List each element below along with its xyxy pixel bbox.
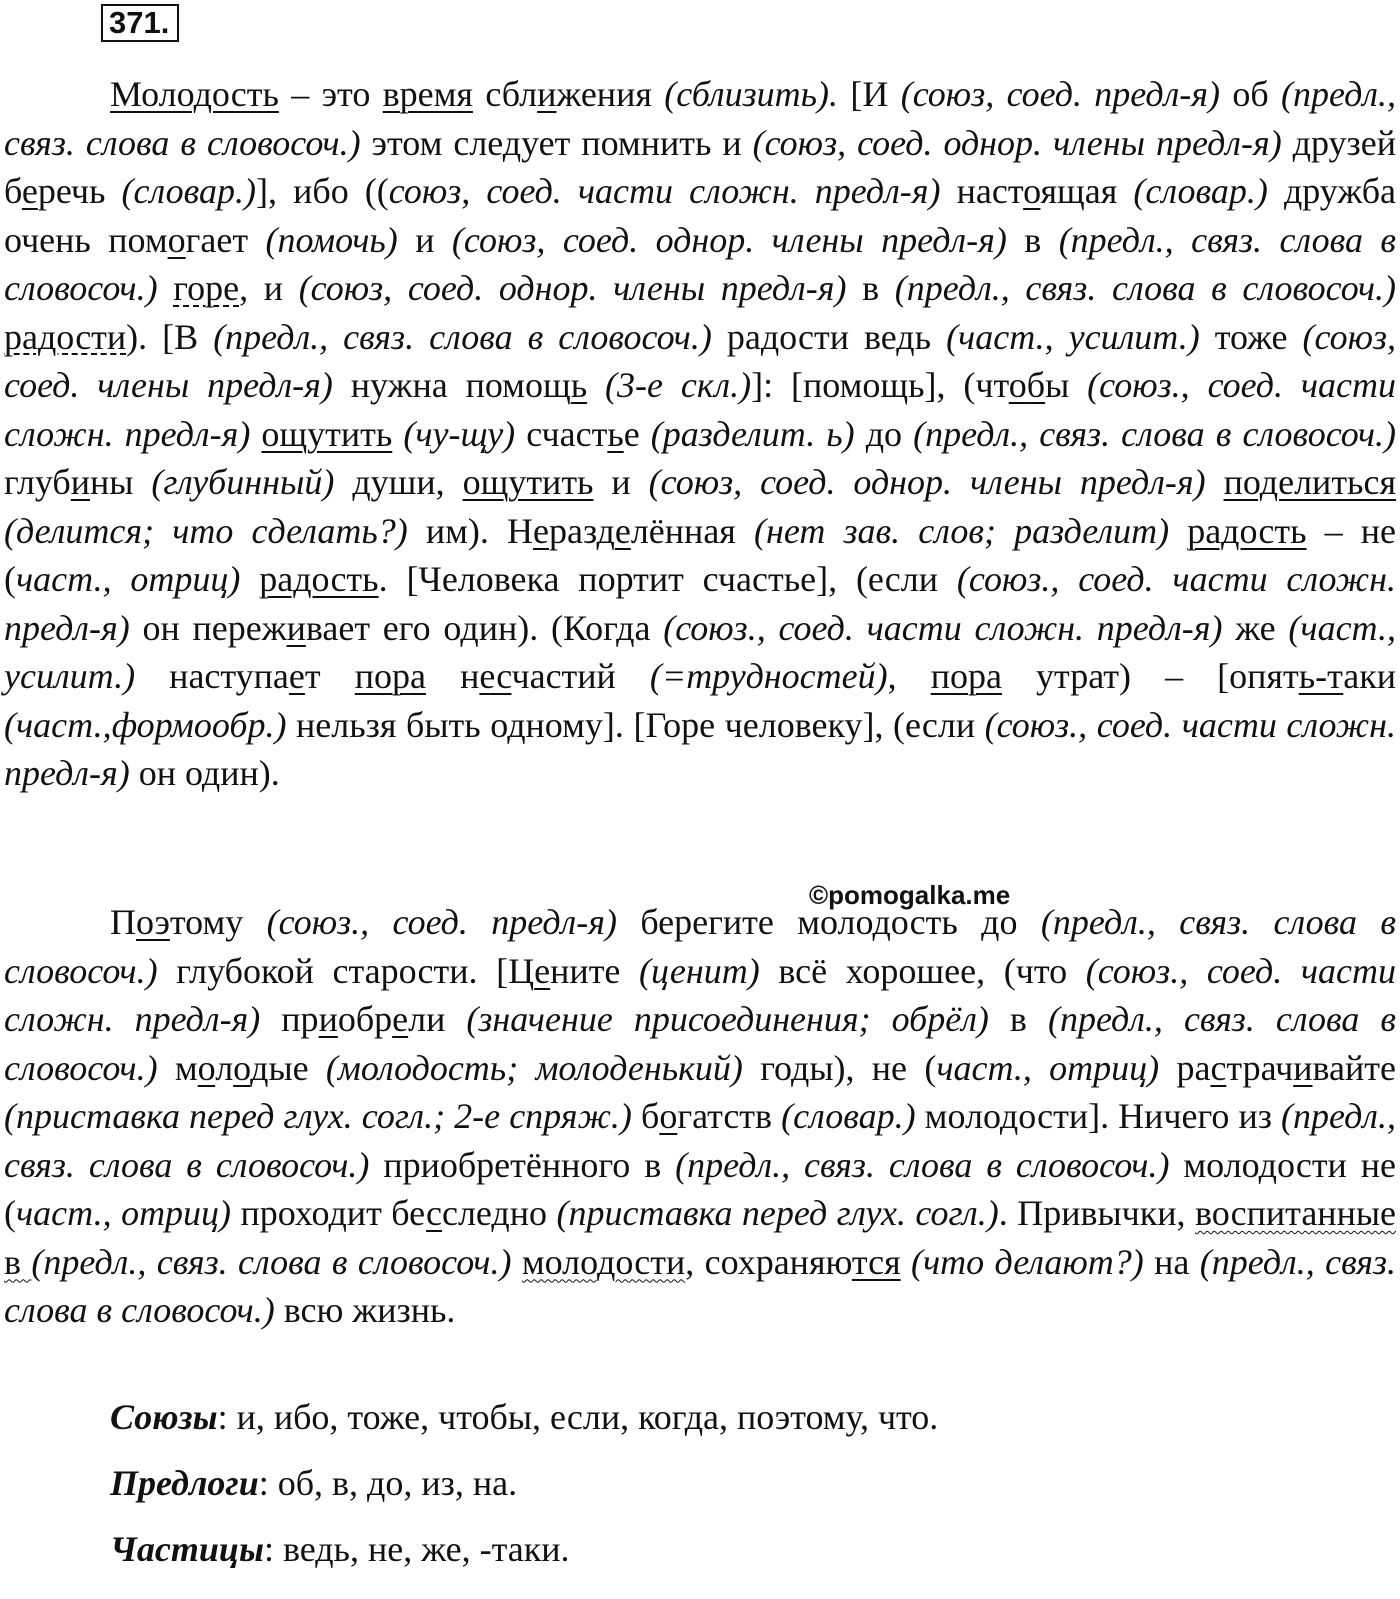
- note: (чу-щу): [403, 413, 516, 454]
- summary-particles: [110, 1527, 569, 1571]
- orthogram-letter: о: [1023, 171, 1041, 211]
- text: утрат) – [опят: [1001, 656, 1299, 696]
- text: дружба очень пом: [4, 171, 1397, 260]
- text: глуб: [4, 462, 71, 502]
- text: [1169, 511, 1187, 551]
- note: (союз., соед. части сложн. предл-я): [4, 704, 1396, 793]
- text: е: [623, 413, 651, 454]
- summary-label: Предлоги: [110, 1463, 259, 1503]
- text: вайте: [1312, 1047, 1396, 1088]
- text: ,: [887, 656, 931, 696]
- text: счаст: [515, 413, 608, 454]
- note: (предл., связ. слова в словосоч.): [675, 1144, 1170, 1185]
- exercise-number-value: 371: [109, 5, 161, 40]
- text: л: [215, 1047, 234, 1088]
- text: обр: [337, 999, 393, 1039]
- exercise-number-dot: .: [160, 5, 170, 40]
- note: (союз., соед. части сложн. предл-я): [663, 607, 1223, 648]
- note: (сблизить).: [664, 74, 839, 114]
- text: П: [110, 902, 136, 942]
- summary-label: Союзы: [110, 1397, 218, 1437]
- text: , сохраняю: [685, 1241, 852, 1282]
- note: (союз., соед. части сложн. предл-я): [4, 559, 1396, 648]
- text: [И: [838, 74, 901, 114]
- note: (союз, соед. члены предл-я): [4, 316, 1396, 405]
- summary-text: : ведь, не, же, -таки.: [263, 1529, 570, 1569]
- predicate-word: ощутить: [261, 413, 393, 454]
- summary-text: : и, ибо, тоже, чтобы, если, когда, поэтому, что.: [217, 1397, 939, 1437]
- text: гатств: [677, 1096, 782, 1136]
- note: (предл., связ. слова в словосоч.): [913, 413, 1397, 454]
- predicate-word: ощутить: [462, 462, 594, 502]
- orthogram-letter: е: [21, 171, 38, 211]
- summary-label: Частицы: [110, 1529, 264, 1569]
- text: аки: [1343, 656, 1397, 696]
- text: [901, 1242, 911, 1282]
- text: дые: [250, 1047, 326, 1088]
- text: трач: [1226, 1047, 1294, 1088]
- text: об: [1220, 74, 1282, 114]
- text: ны: [90, 462, 152, 502]
- orthogram-letter: о: [167, 219, 186, 260]
- note: (молодость; молоденький): [325, 1047, 743, 1088]
- text: всю жизнь.: [274, 1290, 456, 1330]
- text: и: [397, 219, 452, 260]
- note: (предл., связ. слова в словосоч.): [213, 316, 712, 357]
- note: (предл., связ. слова в словосоч.): [4, 1096, 1396, 1185]
- text: [392, 414, 403, 454]
- subject-word: пора: [354, 656, 426, 696]
- text: ли: [408, 999, 467, 1039]
- predicate-word: поделиться: [1223, 462, 1397, 502]
- text: , и: [239, 268, 299, 308]
- subject-word: радость: [1187, 510, 1307, 551]
- orthogram-letter: о: [233, 1047, 251, 1088]
- text: он один).: [129, 753, 280, 793]
- summary-text: : об, в, до, из, на.: [258, 1463, 518, 1503]
- text: тоже: [1199, 316, 1303, 357]
- note: (словар.): [781, 1096, 916, 1136]
- object-word: радости: [4, 316, 127, 357]
- text: – это: [278, 74, 383, 114]
- summary-prepositions: [110, 1461, 517, 1505]
- text: ра: [1159, 1047, 1211, 1088]
- text: души,: [334, 462, 463, 502]
- text: и: [593, 462, 649, 502]
- text: тому: [169, 902, 267, 942]
- orthogram-letter: и: [1293, 1047, 1313, 1088]
- orthogram-letter: оэ: [136, 902, 170, 942]
- text: [587, 365, 605, 405]
- paragraph-1: [4, 70, 1396, 798]
- text: нельзя быть одному]. [Горе человеку], (если: [286, 704, 985, 745]
- note: (ценит): [639, 950, 760, 991]
- note: (разделит. ь): [650, 413, 855, 454]
- text: в: [988, 999, 1048, 1039]
- note: (значение присоединения; обрёл): [466, 999, 989, 1039]
- note: союз, соед. части сложн. предл-я): [388, 171, 941, 211]
- subject-word: Молодость: [110, 74, 279, 114]
- text: ните: [550, 950, 640, 991]
- text: частий: [511, 656, 650, 696]
- note: част., отриц): [936, 1047, 1160, 1088]
- attribute-word: молодости: [521, 1241, 686, 1282]
- text: друзей б: [4, 122, 1396, 211]
- note: (=трудностей): [649, 656, 888, 696]
- orthogram-letter: ь: [570, 365, 588, 405]
- text: молодости]. Ничего из: [915, 1096, 1282, 1136]
- predicate-word: радость: [259, 559, 379, 599]
- note: (союз, соед. предл-я): [900, 74, 1220, 114]
- text: сбл: [473, 74, 538, 114]
- text: вает его один). (Когда: [305, 607, 664, 648]
- text: м: [157, 1047, 198, 1088]
- attribute-word: в: [4, 1241, 32, 1282]
- exercise-number: [101, 4, 179, 42]
- note: (част., усилит.): [4, 607, 1396, 696]
- orthogram-letter: ь-т: [1298, 656, 1344, 696]
- orthogram-letter: тся: [851, 1241, 901, 1282]
- text: ], ибо ((: [256, 171, 389, 211]
- text: разд: [548, 510, 615, 551]
- text: же: [1222, 607, 1289, 648]
- text: приобретённого в: [369, 1144, 676, 1185]
- note: (глубинный): [151, 462, 335, 502]
- orthogram-letter: е: [288, 656, 305, 696]
- text: нужна помощ: [332, 365, 571, 405]
- text: годы), не (: [742, 1047, 937, 1088]
- orthogram-letter: ес: [479, 656, 512, 696]
- orthogram-letter: е: [534, 950, 551, 991]
- text: в: [1006, 219, 1059, 260]
- text: ]: [помощь], (чт: [751, 365, 1009, 405]
- paragraph-2: [4, 898, 1396, 1335]
- text: ). [В: [126, 316, 214, 357]
- text: б: [631, 1096, 660, 1136]
- text: этом следует помнить и: [360, 122, 753, 163]
- object-word: горе: [173, 268, 240, 308]
- note: (что делают?): [911, 1241, 1144, 1282]
- note: (словар.): [1133, 171, 1268, 211]
- text: следно: [441, 1193, 557, 1233]
- text: глубокой старости. [Ц: [157, 950, 535, 991]
- text: [1206, 462, 1224, 502]
- text: – не (: [4, 510, 1397, 599]
- note: част.,: [16, 1193, 122, 1233]
- text: гает: [185, 219, 266, 260]
- text: радости ведь: [711, 316, 947, 357]
- note: (союз, соед. однор. члены предл-я): [298, 268, 847, 308]
- note: (предл., связ. слова в словосоч.): [4, 1241, 1397, 1330]
- text: н: [425, 656, 480, 696]
- text: наст: [940, 171, 1024, 211]
- note: (словар.): [121, 171, 257, 211]
- note: (союз, соед. однор. члены предл-я): [752, 122, 1282, 163]
- note: (нет зав. слов; разделит): [753, 510, 1170, 551]
- orthogram-letter: о: [197, 1047, 216, 1088]
- attribute-word: воспитанные: [1195, 1193, 1397, 1233]
- text: ящая: [1040, 171, 1134, 211]
- orthogram-letter: и: [286, 607, 306, 648]
- text: пр: [260, 999, 319, 1039]
- note: (предл., связ. слова в словосоч.): [4, 74, 1396, 163]
- orthogram-letter: е: [614, 510, 631, 551]
- note: (3-е скл.): [605, 365, 752, 405]
- predicate-word: время: [382, 74, 473, 114]
- note: (предл., связ. слова в словосоч.): [31, 1241, 512, 1282]
- note: (союз, соед. однор. члены предл-я): [451, 219, 1007, 260]
- note: (предл., связ. слова в словосоч.): [4, 999, 1397, 1088]
- note: (предл., связ. слова в словосоч.): [4, 219, 1397, 308]
- text: . Привычки,: [998, 1193, 1195, 1233]
- orthogram-letter: и: [318, 999, 338, 1039]
- text: он переж: [129, 607, 287, 648]
- orthogram-letter: и: [537, 74, 557, 114]
- text: лённая: [630, 510, 754, 551]
- note: (помочь): [265, 219, 398, 260]
- text: на: [1143, 1241, 1200, 1282]
- text: [240, 559, 259, 599]
- note: отриц): [121, 1193, 232, 1233]
- text: берегите молодость до: [616, 902, 1041, 942]
- text: жения: [556, 74, 665, 114]
- note: (делится; что сделать?): [4, 510, 408, 551]
- text: [158, 268, 174, 308]
- orthogram-letter: с: [426, 1193, 442, 1233]
- text: до: [854, 413, 914, 454]
- note: (част., усилит.): [946, 316, 1200, 357]
- note: част., отриц): [16, 559, 241, 599]
- summary-conjunctions: [110, 1395, 938, 1439]
- orthogram-letter: е: [392, 999, 409, 1039]
- note: (приставка перед глух. согл.; 2-е спряж.): [4, 1096, 632, 1136]
- orthogram-letter: с: [1210, 1047, 1227, 1088]
- text: им). Н: [407, 510, 533, 551]
- note: (союз., соед. предл-я): [266, 902, 617, 942]
- orthogram-letter: б: [1026, 365, 1046, 405]
- note: (союз, соед. однор. члены предл-я): [648, 462, 1206, 502]
- subject-word: пора: [930, 656, 1002, 696]
- note: (предл., связ. слова в словосоч.): [4, 902, 1397, 991]
- note: (предл., связ. слова в словосоч.): [894, 268, 1396, 308]
- text: в: [846, 268, 895, 308]
- orthogram-letter: е: [533, 510, 549, 551]
- text: молодости не (: [4, 1144, 1396, 1233]
- watermark: ©pomogalka.me: [809, 880, 1011, 910]
- note: (союз., соед. части сложн. предл-я): [4, 950, 1397, 1039]
- text: [511, 1242, 521, 1282]
- text: [250, 414, 261, 454]
- note: (част.,формообр.): [4, 704, 287, 745]
- orthogram-letter: о: [659, 1096, 678, 1136]
- text: всё хорошее, (что: [759, 950, 1086, 991]
- note: (союз., соед. части сложн. предл-я): [4, 365, 1397, 454]
- text: ы: [1045, 365, 1088, 405]
- orthogram-letter: ь: [607, 413, 624, 454]
- orthogram-letter: о: [1008, 365, 1027, 405]
- note: (приставка перед глух. согл.): [556, 1193, 999, 1233]
- orthogram-letter: и: [70, 462, 91, 502]
- text: проходит бе: [231, 1193, 426, 1233]
- text: наступа: [135, 656, 289, 696]
- text: т: [304, 656, 355, 696]
- text: речь: [37, 171, 122, 211]
- text: . [Человека портит счастье], (если: [378, 559, 957, 599]
